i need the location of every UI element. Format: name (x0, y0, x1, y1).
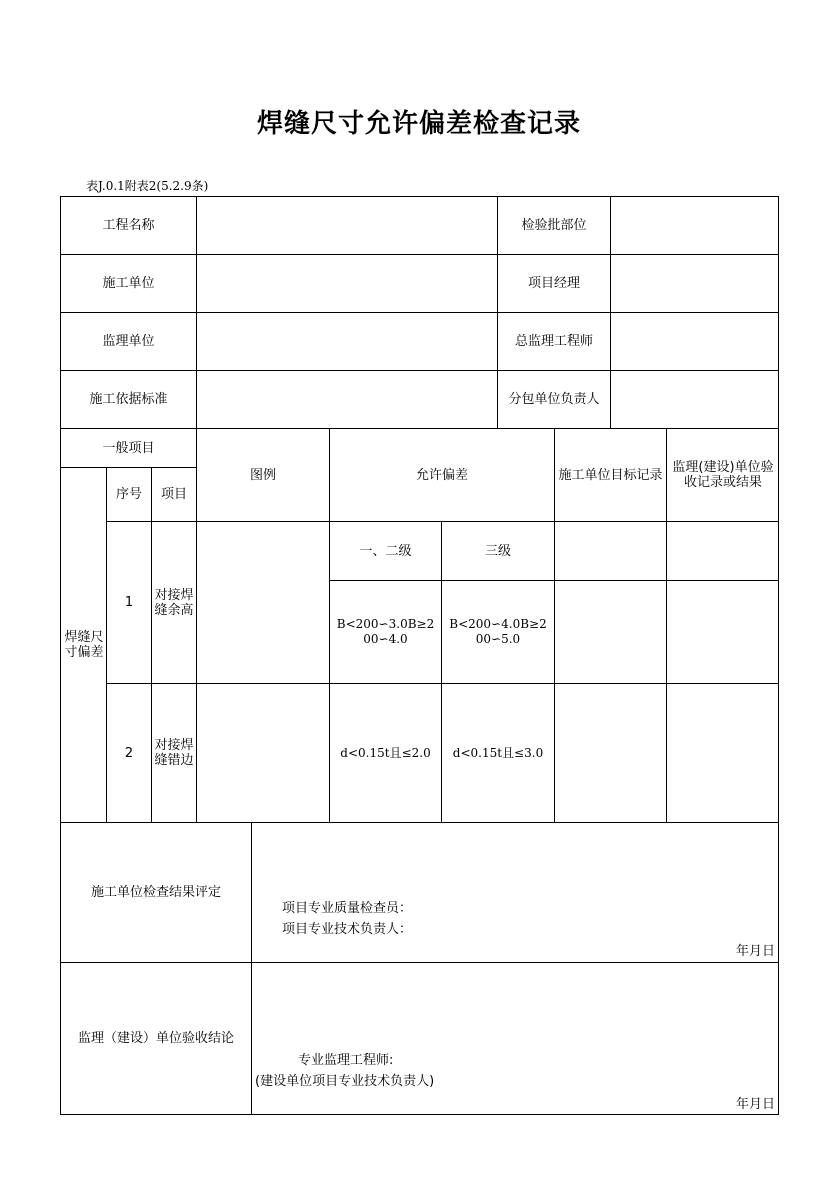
construction-record-header: 施工单位目标记录 (558, 467, 663, 483)
tolerance-header: 允许偏差 (415, 467, 468, 483)
row-1-seq: 1 (124, 595, 134, 610)
supervision-unit-label: 监理单位 (102, 334, 155, 349)
section-label: 焊缝尺寸偏差 (64, 630, 104, 660)
seq-header: 序号 (115, 487, 142, 502)
general-item-header: 一般项目 (102, 440, 155, 456)
inspection-batch-label: 检验批部位 (521, 218, 587, 233)
construction-eval-label: 施工单位检查结果评定 (90, 885, 221, 900)
construction-unit-label: 施工单位 (102, 276, 155, 291)
supervision-conclusion-label: 监理（建设）单位验收结论 (77, 1031, 234, 1046)
row-1-grade12: B<200∽3.0B≥200∽4.0 (336, 617, 435, 646)
project-name-label: 工程名称 (102, 218, 155, 233)
row-2-seq: 2 (124, 745, 134, 761)
item-header: 项目 (160, 487, 187, 502)
date-2: 年月日 (735, 1096, 775, 1112)
project-manager-label: 项目经理 (527, 276, 580, 291)
tech-leader-label: 项目专业技术负责人： (282, 921, 413, 937)
chief-engineer-label: 总监理工程师 (514, 334, 593, 349)
row-1-item: 对接焊缝余高 (154, 587, 194, 618)
legend-header: 图例 (249, 467, 276, 483)
row-2-item: 对接焊缝错边 (154, 738, 194, 768)
quality-inspector-label: 项目专业质量检查员： (282, 900, 413, 916)
standard-label: 施工依据标准 (89, 392, 168, 407)
subcontract-label: 分包单位负责人 (508, 392, 600, 407)
page-title: 焊缝尺寸允许偏差检查记录 (256, 109, 581, 139)
supervision-record-header: 监理(建设)单位验收记录或结果 (672, 460, 774, 490)
form-code: 表J.0.1附表2(5.2.9条) (86, 179, 209, 193)
supervision-engineer-label: 专业监理工程师: (298, 1052, 394, 1068)
grade-12-header: 一、二级 (359, 543, 412, 559)
row-1-grade3: B<200∽4.0B≥200∽5.0 (449, 617, 547, 646)
row-2-grade3: d<0.15t且≤3.0 (452, 745, 544, 760)
row-2-grade12: d<0.15t且≤2.0 (340, 745, 431, 760)
owner-tech-leader-label: (建设单位项目专业技术负责人) (255, 1073, 435, 1089)
date-1: 年月日 (735, 943, 775, 959)
grade-3-header: 三级 (484, 543, 511, 559)
